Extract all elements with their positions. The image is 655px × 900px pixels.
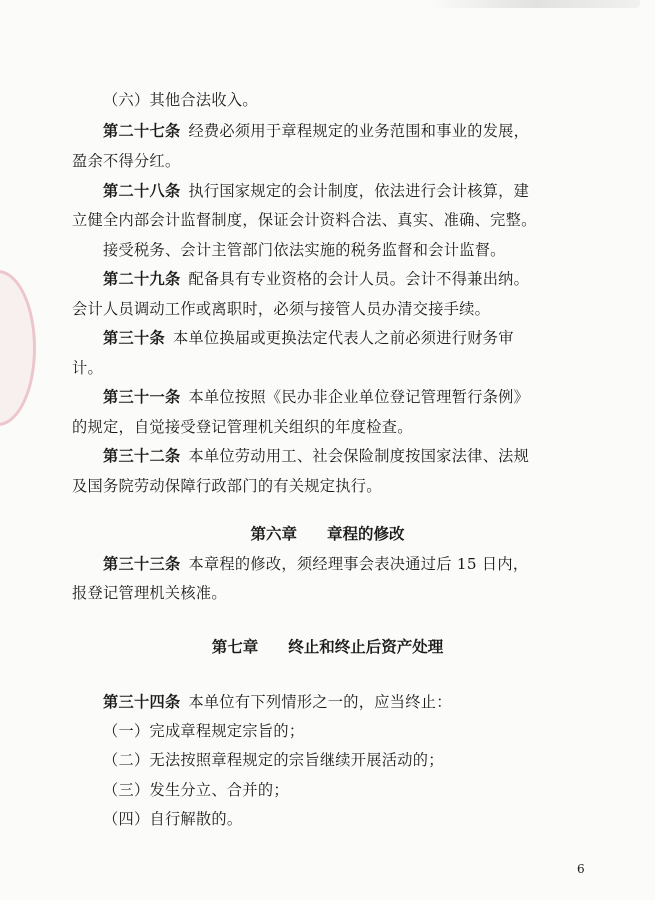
text-line: 计。 bbox=[72, 359, 103, 377]
page-number: 6 bbox=[577, 862, 585, 876]
text-line: 接受税务、会计主管部门依法实施的税务监督和会计监督。 bbox=[103, 241, 506, 259]
text-line: 会计人员调动工作或离职时，必须与接管人员办清交接手续。 bbox=[72, 300, 491, 318]
article-label: 第三十三条 bbox=[103, 555, 181, 573]
text-line: 的规定，自觉接受登记管理机关组织的年度检查。 bbox=[72, 418, 413, 436]
text-line: 立健全内部会计监督制度，保证会计资料合法、真实、准确、完整。 bbox=[72, 211, 537, 229]
article-33: 第三十三条 本章程的修改，须经理事会表决通过后 15 日内， bbox=[103, 555, 529, 573]
article-29: 第二十九条 配备具有专业资格的会计人员。会计不得兼出纳。 bbox=[103, 270, 530, 288]
text-line: （六）其他合法收入。 bbox=[103, 91, 258, 109]
article-label: 第二十八条 bbox=[103, 182, 181, 200]
article-label: 第三十二条 bbox=[103, 447, 181, 465]
article-27: 第二十七条 经费必须用于章程规定的业务范围和事业的发展， bbox=[103, 122, 530, 140]
chapter-6-heading: 第六章 章程的修改 bbox=[250, 525, 405, 543]
article-label: 第二十七条 bbox=[103, 122, 181, 140]
article-label: 第二十九条 bbox=[103, 270, 181, 288]
list-item: （三）发生分立、合并的； bbox=[103, 781, 289, 799]
article-32: 第三十二条 本单位劳动用工、社会保险制度按国家法律、法规 bbox=[103, 447, 530, 465]
article-label: 第三十条 bbox=[103, 329, 165, 347]
text-line: 盈余不得分红。 bbox=[72, 152, 181, 170]
article-28: 第二十八条 执行国家规定的会计制度，依法进行会计核算，建 bbox=[103, 182, 530, 200]
seal-stamp-edge bbox=[0, 270, 36, 426]
scan-smudge bbox=[430, 0, 640, 8]
list-item: （二）无法按照章程规定的宗旨继续开展活动的； bbox=[103, 751, 444, 769]
article-label: 第三十一条 bbox=[103, 388, 181, 406]
list-item: （一）完成章程规定宗旨的； bbox=[103, 722, 305, 740]
article-30: 第三十条 本单位换届或更换法定代表人之前必须进行财务审 bbox=[103, 329, 514, 347]
article-label: 第三十四条 bbox=[103, 693, 181, 711]
chapter-7-heading: 第七章 终止和终止后资产处理 bbox=[211, 638, 444, 656]
text-line: 报登记管理机关核准。 bbox=[72, 584, 227, 602]
text-line: 及国务院劳动保障行政部门的有关规定执行。 bbox=[72, 477, 382, 495]
article-34: 第三十四条 本单位有下列情形之一的，应当终止： bbox=[103, 693, 452, 711]
article-31: 第三十一条 本单位按照《民办非企业单位登记管理暂行条例》 bbox=[103, 388, 530, 406]
list-item: （四）自行解散的。 bbox=[103, 810, 243, 828]
